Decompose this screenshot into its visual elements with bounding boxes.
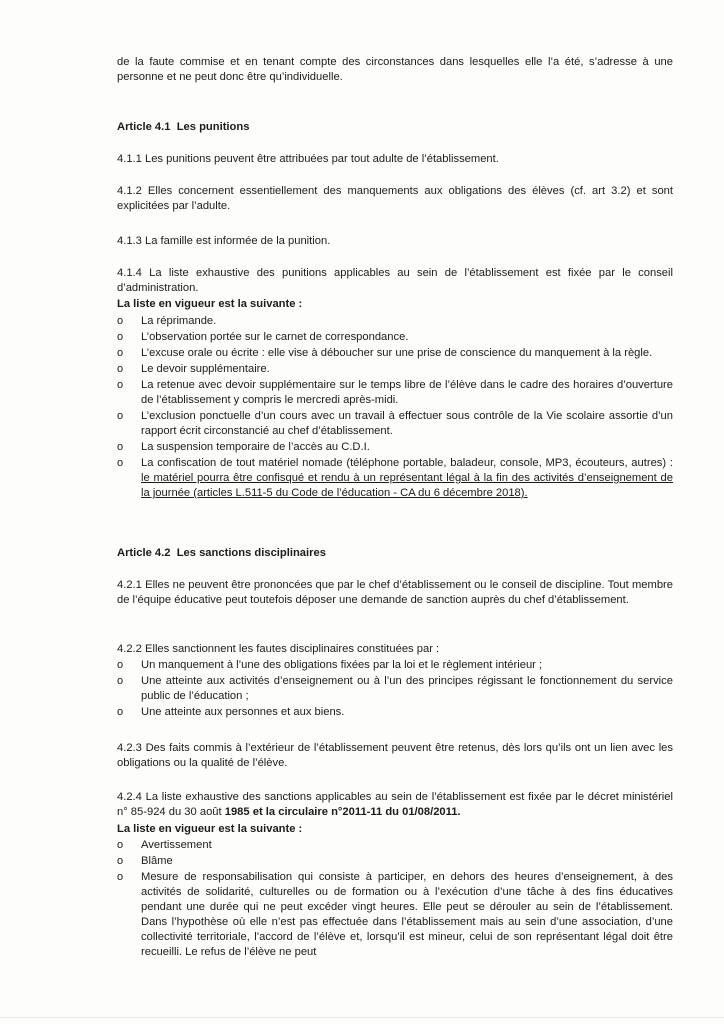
list-item: o L’excuse orale ou écrite : elle vise à déboucher sur une prise de conscience du manquement à la règle. (117, 347, 653, 359)
list-item: o La suspension temporaire de l’accès au C.D.I. (117, 441, 370, 453)
list-item: o La réprimande. (117, 315, 217, 327)
bullet-marker: o (117, 871, 124, 883)
article-4-2-heading (117, 546, 673, 561)
sanctions-list (117, 838, 673, 961)
decree-reference-bold: 1985 et la circulaire n°2011-11 du 01/08/2011. (224, 806, 461, 818)
article-4-2-number: Article 4.2 (117, 547, 171, 559)
article-4-1-number: Article 4.1 (117, 121, 171, 133)
list-item: o Un manquement à l’une des obligations fixées par la loi et le règlement intérieur ; (117, 659, 543, 671)
list-item: o Une atteinte aux personnes et aux biens. (117, 706, 345, 718)
list-item: o L’exclusion ponctuelle d’un cours avec un travail à effectuer sous contrôle de la Vie scolaire assortie d’un rapport écrit circonstancié au chef d’établissement. (117, 410, 673, 437)
list-item: o L’observation portée sur le carnet de correspondance. (117, 331, 409, 343)
bullet-marker: o (117, 410, 124, 422)
list-item (117, 456, 673, 501)
punitions-list-intro: La liste en vigueur est la suivante : (117, 298, 303, 310)
paragraph-4-1-4: 4.1.4 La liste exhaustive des punitions applicables au sein de l’établissement est fixée par le conseil d’administration. (117, 267, 673, 294)
list-item: o Le devoir supplémentaire. (117, 363, 270, 375)
fautes-list (117, 658, 673, 721)
paragraph-4-1-3: 4.1.3 La famille est informée de la punition. (117, 235, 331, 247)
paragraph-4-2-3: 4.2.3 Des faits commis à l’extérieur de l’établissement peuvent être retenus, dès lors qu’ils ont un lien avec les obligations ou la qualité de l’élève. (117, 742, 673, 769)
list-item: o Blâme (117, 855, 173, 867)
scan-edge-line (0, 1017, 724, 1018)
paragraph-4-1-1: 4.1.1 Les punitions peuvent être attribuées par tout adulte de l’établissement. (117, 153, 499, 165)
bullet-marker: o (117, 363, 124, 375)
bullet-marker: o (117, 315, 124, 327)
bullet-marker: o (117, 379, 124, 391)
intro-paragraph: de la faute commise et en tenant compte des circonstances dans lesquelles elle l’a été, s’adresse à une personne et ne peut donc être qu’individuelle. (117, 56, 673, 83)
paragraph-4-1-2: 4.1.2 Elles concernent essentiellement des manquements aux obligations des élèves (cf. art 3.2) et sont explicitées par l’adulte. (117, 185, 673, 212)
paragraph-4-2-2: 4.2.2 Elles sanctionnent les fautes disciplinaires constituées par : (117, 643, 440, 655)
article-4-2-title: Les sanctions disciplinaires (176, 547, 326, 559)
bullet-marker: o (117, 675, 124, 687)
bullet-marker: o (117, 706, 124, 718)
list-item: o Une atteinte aux activités d’enseignement ou à l’un des principes régissant le fonctionnement du service public de l’éducation ; (117, 675, 673, 702)
bullet-marker: o (117, 839, 124, 851)
bullet-marker: o (117, 855, 124, 867)
punitions-list (117, 314, 673, 502)
bullet-marker: o (117, 441, 124, 453)
paragraph-4-2-1: 4.2.1 Elles ne peuvent être prononcées que par le chef d’établissement ou le conseil de discipline. Tout membre de l’équipe éducative peut toutefois déposer une demande de sanction auprès du chef d’établissement. (117, 579, 673, 606)
article-4-1-title: Les punitions (176, 121, 250, 133)
bullet-marker: o (117, 347, 124, 359)
bullet-marker: o (117, 457, 124, 469)
article-4-1-heading (117, 120, 673, 135)
bullet-marker: o (117, 331, 124, 343)
list-item: o La retenue avec devoir supplémentaire sur le temps libre de l’élève dans le cadre des horaires d’ouverture de l’établissement y compris le mercredi après-midi. (117, 379, 673, 406)
bullet-marker: o (117, 659, 124, 671)
list-item: o Avertissement (117, 839, 212, 851)
list-item: o Mesure de responsabilisation qui consiste à participer, en dehors des heures d’enseignement, à des activités de solidarité, culturelles ou de formation ou à l’exécution d’une tâche à des fins éducatives pendant une durée qui ne peut excéder vingt heures. Elle peut se dérouler au sein de l’établissement. Dans l’hypothèse où elle n’est pas effectuée dans l’établissement mais au sein d’une association, d’une collectivité territoriale, l’accord de l’élève et, lorsqu’il est mineur, celui de son représentant légal doit être recueilli. Le refus de l’élève ne peut (117, 871, 673, 958)
confiscation-rule-underlined: le matériel pourra être confisqué et rendu à un représentant légal à la fin des activités d’enseignement de la journée (articles L.511-5 du Code de l’éducation - CA du 6 décembre 2018). (141, 472, 673, 499)
paragraph-4-2-4: 4.2.4 La liste exhaustive des sanctions applicables au sein de l’établissement est fixée par le décret ministériel n° 85-924 du 30 août 1985 et la circulaire n°2011-11 du 01/08/2011. (117, 791, 673, 818)
confiscation-text: La confiscation de tout matériel nomade (téléphone portable, baladeur, console, MP3, écouteurs, autres) : (141, 457, 673, 469)
sanctions-list-intro: La liste en vigueur est la suivante : (117, 823, 303, 835)
